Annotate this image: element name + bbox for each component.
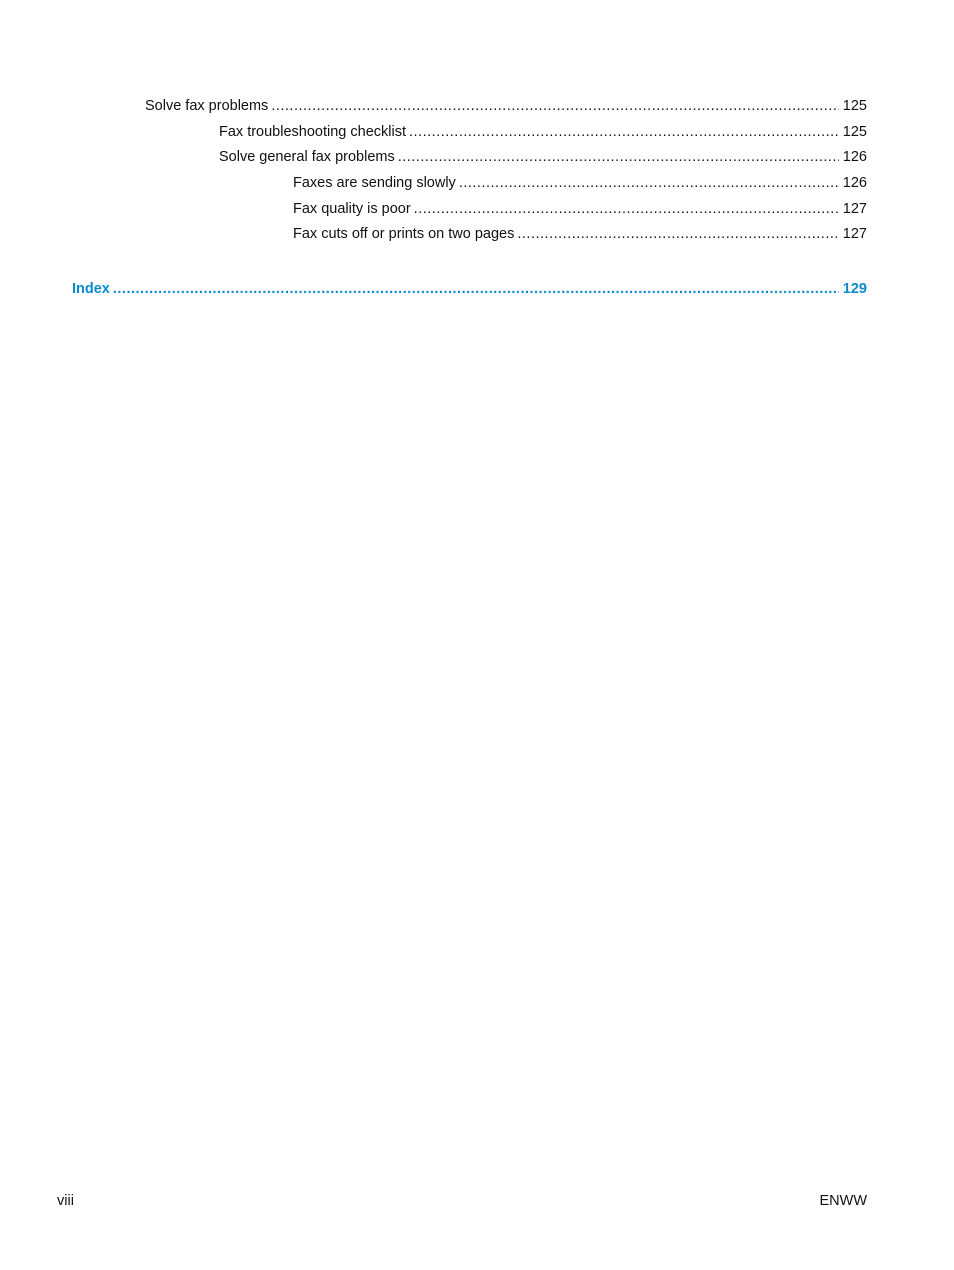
dot-leader — [271, 95, 838, 117]
dot-leader — [113, 278, 839, 300]
toc-chapter-index[interactable] — [72, 278, 867, 300]
toc-entry-title: Fax cuts off or prints on two pages — [293, 226, 515, 242]
toc-page-number: 125 — [842, 98, 867, 114]
toc-page-number: 125 — [842, 124, 867, 140]
toc-entry-fax-cuts-off[interactable] — [293, 223, 867, 245]
toc-entry-faxes-sending-slowly[interactable] — [293, 172, 867, 194]
toc-entry-fax-troubleshooting-checklist[interactable] — [219, 121, 867, 143]
toc-entry-title: Solve general fax problems — [219, 149, 395, 165]
toc-entry-title: Fax quality is poor — [293, 201, 411, 217]
toc-entry-title: Faxes are sending slowly — [293, 175, 456, 191]
footer-page-label: viii — [57, 1193, 74, 1209]
toc-chapter-page-number: 129 — [842, 281, 867, 297]
toc-chapter-title: Index — [72, 281, 110, 297]
dot-leader — [398, 146, 839, 168]
toc-entry-solve-general-fax-problems[interactable] — [219, 146, 867, 168]
dot-leader — [459, 172, 839, 194]
toc-page-number: 127 — [842, 201, 867, 217]
toc-entry-title: Fax troubleshooting checklist — [219, 124, 406, 140]
toc-page-number: 126 — [842, 175, 867, 191]
toc-page-number: 127 — [842, 226, 867, 242]
toc-entry-fax-quality-poor[interactable] — [293, 198, 867, 220]
toc-entry-solve-fax-problems[interactable] — [145, 95, 867, 117]
toc-page-number: 126 — [842, 149, 867, 165]
toc-entry-title: Solve fax problems — [145, 98, 269, 114]
dot-leader — [409, 121, 839, 143]
dot-leader — [517, 223, 838, 245]
footer-doc-code: ENWW — [819, 1193, 867, 1209]
dot-leader — [414, 198, 839, 220]
